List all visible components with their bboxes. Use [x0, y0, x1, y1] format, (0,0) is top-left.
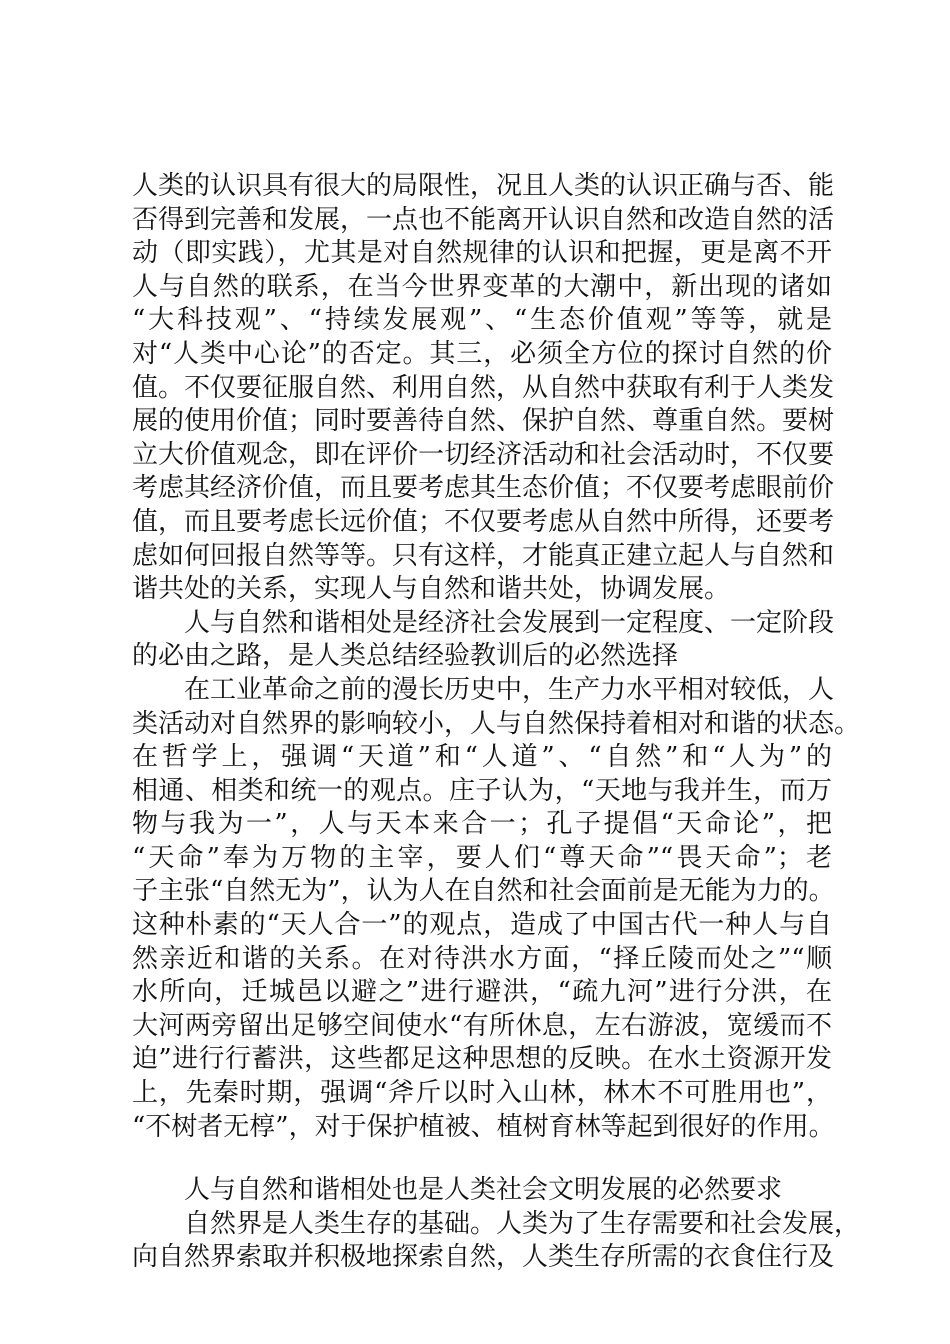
text-line: 否得到完善和发展，一点也不能离开认识自然和改造自然的活	[132, 204, 835, 235]
paragraph	[132, 1208, 861, 1275]
text-line: 在哲学上，强调“天道”和“人道”、“自然”和“人为”的	[132, 742, 832, 773]
text-line: 值，而且要考虑长远价值；不仅要考虑从自然中所得，还要考	[132, 506, 835, 537]
text-line: 人与自然和谐相处也是人类社会文明发展的必然要求	[184, 1175, 783, 1206]
text-line: 相通、相类和统一的观点。庄子认为，“天地与我并生，而万	[132, 775, 832, 806]
text-line: 在工业革命之前的漫长历史中，生产力水平相对较低，人	[184, 674, 835, 705]
text-line: 大河两旁留出足够空间使水“有所休息，左右游波，宽缓而不	[132, 1010, 832, 1041]
text-line: 人与自然的联系，在当今世界变革的大潮中，新出现的诸如	[132, 271, 832, 302]
text-line: 人类的认识具有很大的局限性，况且人类的认识正确与否、能	[132, 171, 835, 201]
paragraph	[132, 674, 861, 1144]
text-line: 虑如何回报自然等等。只有这样，才能真正建立起人与自然和	[132, 540, 835, 571]
text-line: 谐共处的关系，实现人与自然和谐共处，协调发展。	[132, 574, 731, 605]
text-line: 上，先秦时期，强调“斧斤以时入山林，林木不可胜用也”，	[132, 1078, 832, 1109]
text-line: 然亲近和谐的关系。在对待洪水方面，“择丘陵而处之”“顺	[132, 943, 832, 974]
text-line: 向自然界索取并积极地探索自然，人类生存所需的衣食住行及	[132, 1242, 835, 1273]
text-line: 立大价值观念，即在评价一切经济活动和社会活动时，不仅要	[132, 439, 835, 470]
text-line: 迫”进行行蓄洪，这些都足这种思想的反映。在水土资源开发	[132, 1044, 832, 1075]
text-line: 考虑其经济价值，而且要考虑其生态价值；不仅要考虑眼前价	[132, 473, 835, 504]
paragraph-spacer	[132, 1144, 832, 1174]
paragraph	[132, 170, 835, 607]
text-line: “不树者无椁”，对于保护植被、植树育林等起到很好的作用。	[132, 1111, 835, 1142]
text-line: “大科技观”、“持续发展观”、“生态价值观”等等，就是	[132, 305, 832, 336]
text-line: 的必由之路，是人类总结经验教训后的必然选择	[132, 641, 679, 672]
text-line: 人与自然和谐相处是经济社会发展到一定程度、一定阶段	[184, 607, 835, 638]
text-line: “天命”奉为万物的主宰，要人们“尊天命”“畏天命”；老	[132, 842, 832, 873]
text-line: 子主张“自然无为”，认为人在自然和社会面前是无能为力的。	[132, 876, 835, 907]
body-text	[132, 170, 861, 1275]
text-line: 类活动对自然界的影响较小，人与自然保持着相对和谐的状态。	[132, 708, 861, 739]
text-line: 这种朴素的“天人合一”的观点，造成了中国古代一种人与自	[132, 910, 832, 941]
text-line: 展的使用价值；同时要善待自然、保护自然、尊重自然。要树	[132, 406, 835, 437]
section-heading	[132, 607, 835, 674]
text-line: 对“人类中心论”的否定。其三，必须全方位的探讨自然的价	[132, 338, 832, 369]
text-line: 物与我为一”，人与天本来合一；孔子提倡“天命论”，把	[132, 809, 832, 840]
section-heading	[132, 1174, 832, 1208]
text-line: 水所向，迁城邑以避之”进行避洪，“疏九河”进行分洪，在	[132, 977, 832, 1008]
text-line: 自然界是人类生存的基础。人类为了生存需要和社会发展，	[184, 1208, 861, 1239]
text-line: 值。不仅要征服自然、利用自然，从自然中获取有利于人类发	[132, 372, 835, 403]
text-line: 动（即实践），尤其是对自然规律的认识和把握，更是离不开	[132, 238, 832, 269]
